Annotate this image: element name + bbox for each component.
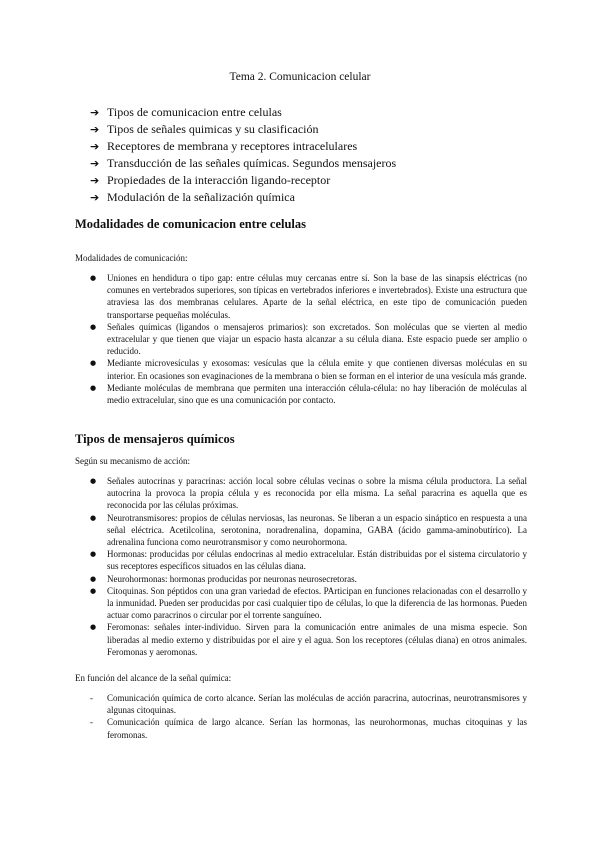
topic-item: ➔ Receptores de membrana y receptores intracelulares xyxy=(90,139,358,153)
bullet-icon: ● xyxy=(90,383,97,392)
arrow-icon: ➔ xyxy=(90,140,100,153)
list-item: ● Citoquinas. Son péptidos con una gran variedad de efectos. PArticipan en funciones relacionadas con el desarrollo y la inmunidad. Pueden ser producidas por casi cualquier tipo de células, lo que la diferencia de las hormonas. Pueden actuar como paracrinos o circular por el torrente sanguíneo. xyxy=(90,585,527,621)
list-item: ● Uniones en hendidura o tipo gap: entre células muy cercanas entre sí. Son la base de las sinapsis eléctricas (no comunes en vertebrados superiores, son típicas en vertebrados inferiores e invertebrados). Existe una estructura que atraviesa las dos membranas celulares. Aparte de la señal eléctrica, en este tipo de comunicación pueden transportarse pequeñas moléculas. xyxy=(90,273,527,320)
topic-item: ➔ Transducción de las señales químicas. Segundos mensajeros xyxy=(90,156,397,170)
list-item: ● Señales autocrinas y paracrinas: acción local sobre células vecinas o sobre la misma célula productora. La señal autocrina la provoca la propia célula y es reconocida por ella misma. La señal paracrina es aquella que es reconocida por las células próximas. xyxy=(90,476,527,511)
bullet-icon: ● xyxy=(90,623,97,632)
bullet-icon: ● xyxy=(90,550,97,559)
arrow-icon: ➔ xyxy=(90,174,100,187)
topic-list xyxy=(90,104,396,206)
section-intro-alcance: En función del alcance de la señal química: xyxy=(75,673,232,683)
list-item: - Comunicación química de corto alcance. Serían las moléculas de acción paracrina, autocrinas, neurotransmisores y algunas citoquinas. xyxy=(90,693,527,716)
list-item: ● Neurohormonas: hormonas producidas por neuronas neurosecretoras. xyxy=(90,573,357,584)
arrow-icon: ➔ xyxy=(90,106,100,119)
section-heading-mensajeros: Tipos de mensajeros químicos xyxy=(75,432,235,446)
list-item: - Comunicación química de largo alcance. Serían las hormonas, las neurohormonas, muchas citoquinas y las feromonas. xyxy=(90,717,527,740)
dash-marker: - xyxy=(90,693,93,703)
list-item: ● Mediante moléculas de membrana que permiten una interacción célula-célula: no hay liberación de moléculas al medio extracelular, sino que es una comunicación por contacto. xyxy=(90,382,527,406)
list-item: ● Señales químicas (ligandos o mensajeros primarios): son excretados. Son moléculas que se vierten al medio extracelular y que tienen que viajar un espacio hasta alcanzar a su célula diana. Este espacio puede ser amplio o reducido. xyxy=(90,321,527,357)
dash-marker: - xyxy=(90,717,93,728)
section-intro: Modalidades de comunicación: xyxy=(75,253,188,263)
section-intro: Según su mecanismo de acción: xyxy=(75,456,190,466)
list-item: ● Feromonas: señales inter-individuo. Sirven para la comunicación entre animales de una misma especie. Son liberadas al medio externo y distribuidas por el aire y el agua. Son los receptores (células diana) en otros animales. Feromonas y aeromonas. xyxy=(90,622,527,657)
bullet-list-mensajeros xyxy=(90,475,527,658)
arrow-icon: ➔ xyxy=(90,191,100,204)
topic-item: ➔ Tipos de señales quimicas y su clasificación xyxy=(90,122,319,136)
arrow-icon: ➔ xyxy=(90,157,100,170)
topic-item: ➔ Modulación de la señalización química xyxy=(90,190,295,204)
bullet-icon: ● xyxy=(90,586,97,595)
document-title: Tema 2. Comunicacion celular xyxy=(229,71,371,83)
list-item: ● Mediante microvesículas y exosomas: vesículas que la célula emite y que contienen diversas moléculas en su interior. En ocasiones son evaginaciones de la membrana o bien se forman en el interior de una vesícula más grande. xyxy=(90,358,527,381)
bullet-icon: ● xyxy=(90,359,97,368)
list-item: ● Hormonas: producidas por células endocrinas al medio extracelular. Están distribuidas por el sistema circulatorio y sus receptores específicos situados en las células diana. xyxy=(90,549,527,572)
dash-list-alcance xyxy=(90,692,527,741)
bullet-icon: ● xyxy=(90,574,97,583)
bullet-icon: ● xyxy=(90,477,97,485)
bullet-icon: ● xyxy=(90,513,97,522)
bullet-icon: ● xyxy=(90,274,97,282)
topic-item: ➔ Tipos de comunicacion entre celulas xyxy=(90,105,282,119)
list-item: ● Neurotransmisores: propios de células nerviosas, las neuronas. Se liberan a un espacio sináptico en respuesta a una señal eléctrica. Acetilcolina, serotonina, noradrenalina, dopamina, GABA (ácido gamma-aminobutírico). La adrenalina funciona como neurotransmisor y como neurohormona. xyxy=(90,512,527,548)
arrow-icon: ➔ xyxy=(90,123,100,136)
bullet-list-modalidades xyxy=(90,272,527,406)
topic-item: ➔ Propiedades de la interacción ligando-receptor xyxy=(90,173,331,187)
section-heading-modalidades: Modalidades de comunicacion entre celulas xyxy=(75,217,307,231)
bullet-icon: ● xyxy=(90,322,97,331)
